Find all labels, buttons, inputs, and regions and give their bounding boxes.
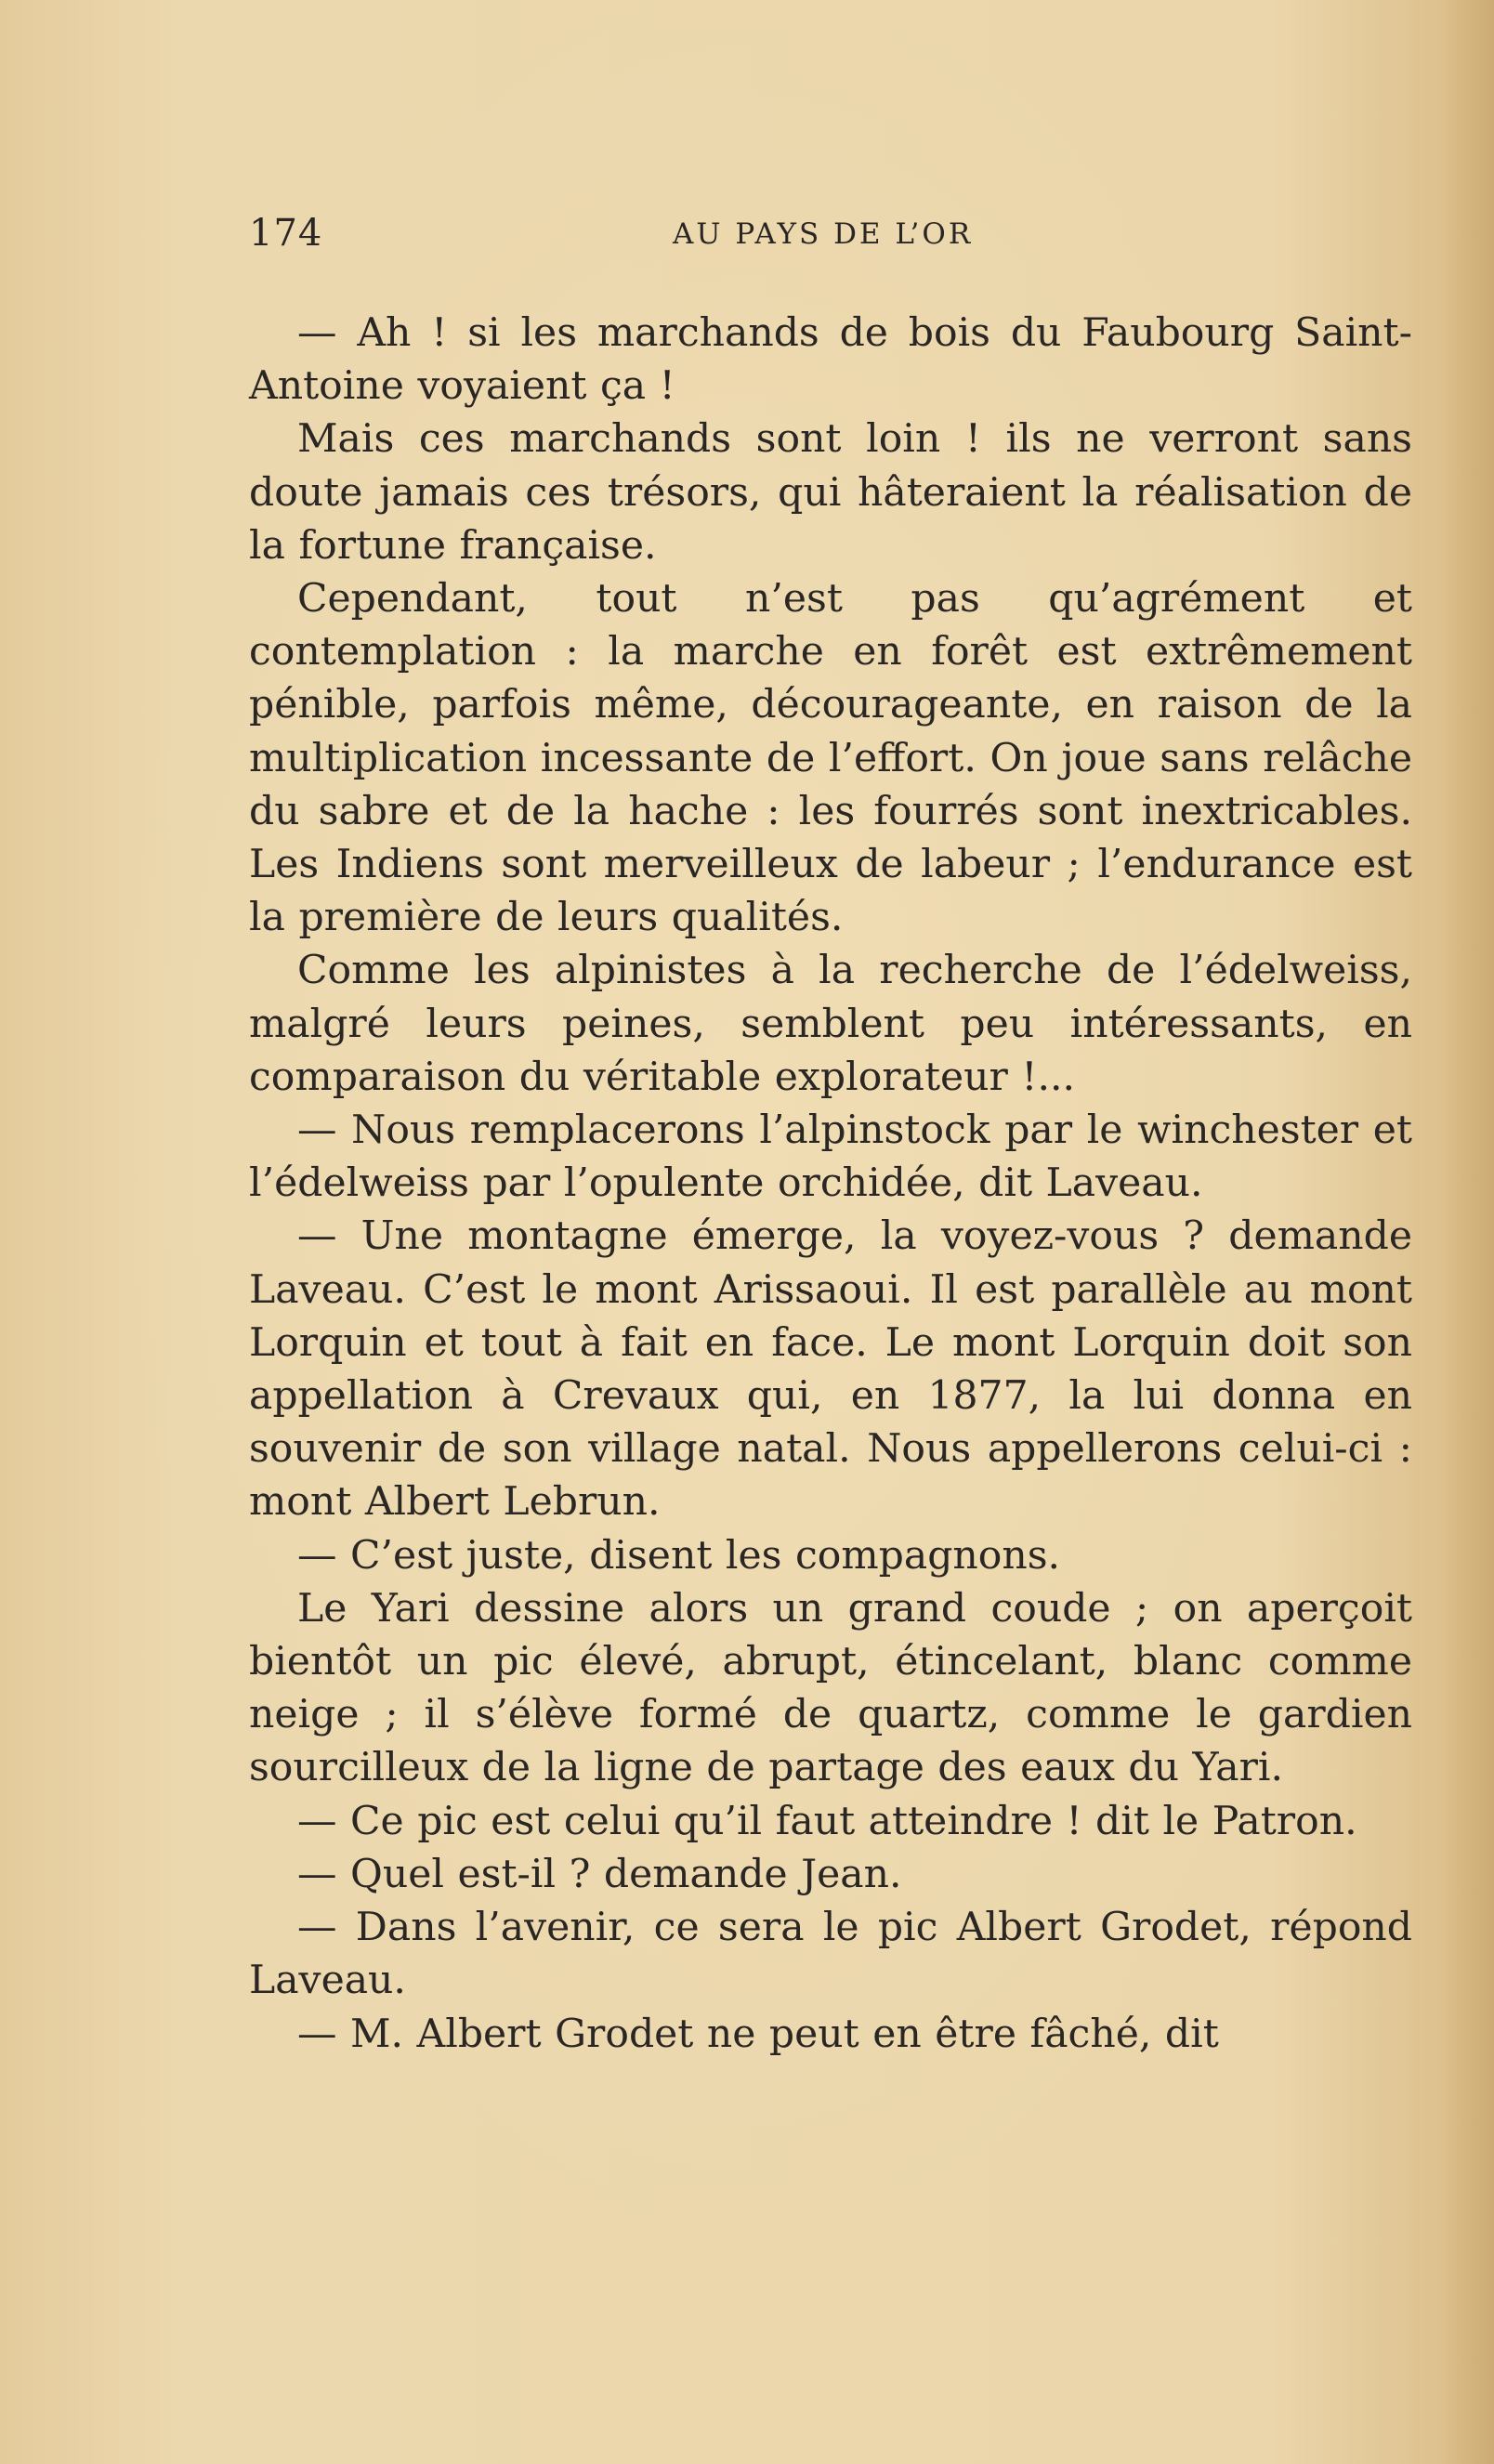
running-title: AU PAYS DE L’OR [673,217,974,251]
page-number: 174 [249,212,323,255]
page-header [249,212,1412,268]
paragraph: — Nous remplacerons l’alpinstock par le winchester et l’édelweiss par l’opulente orchidée, dit Laveau. [249,1107,1412,1207]
page-edge-shadow [1438,0,1494,2464]
body-text [249,307,1412,2061]
paragraph: Comme les alpinistes à la recherche de l’édelweiss, malgré leurs peines, semblent peu intéressants, en comparaison du véritable explorateur !... [249,948,1412,1100]
paragraph: — Ah ! si les marchands de bois du Faubourg Saint-Antoine voyaient ça ! [249,310,1412,410]
paragraph: — Une montagne émerge, la voyez-vous ? demande Laveau. C’est le mont Arissaoui. Il est parallèle au mont Lorquin et tout à fait en face. Le mont Lorquin doit son appellation à Crevaux qui, en 1877, la lui donna en souvenir de son village natal. Nous appellerons celui-ci : mont Albert Lebrun. [249,1213,1412,1526]
paragraph: Mais ces marchands sont loin ! ils ne verront sans doute jamais ces trésors, qui hâteraient la réalisation de la fortune française. [249,416,1412,569]
paragraph: Cependant, tout n’est pas qu’agrément et contemplation : la marche en forêt est extrêmement pénible, parfois même, décourageante, en raison de la multiplication incessante de l’effort. On joue sans relâche du sabre et de la hache : les fourrés sont inextricables. Les Indiens sont merveilleux de labeur ; l’endurance est la première de leurs qualités. [249,576,1412,941]
paragraph: — Ce pic est celui qu’il faut atteindre ! dit le Patron. [297,1798,1357,1844]
paragraph: Le Yari dessine alors un grand coude ; on aperçoit bientôt un pic élevé, abrupt, étincelant, blanc comme neige ; il s’élève formé de quartz, comme le gardien sourcilleux de la ligne de partage des eaux du Yari. [249,1585,1412,1791]
paragraph: — C’est juste, disent les compagnons. [297,1532,1061,1579]
paragraph: — Dans l’avenir, ce sera le pic Albert Grodet, répond Laveau. [249,1905,1412,2004]
paragraph: — Quel est-il ? demande Jean. [297,1851,902,1897]
paragraph: — M. Albert Grodet ne peut en être fâché, dit [297,2011,1219,2057]
